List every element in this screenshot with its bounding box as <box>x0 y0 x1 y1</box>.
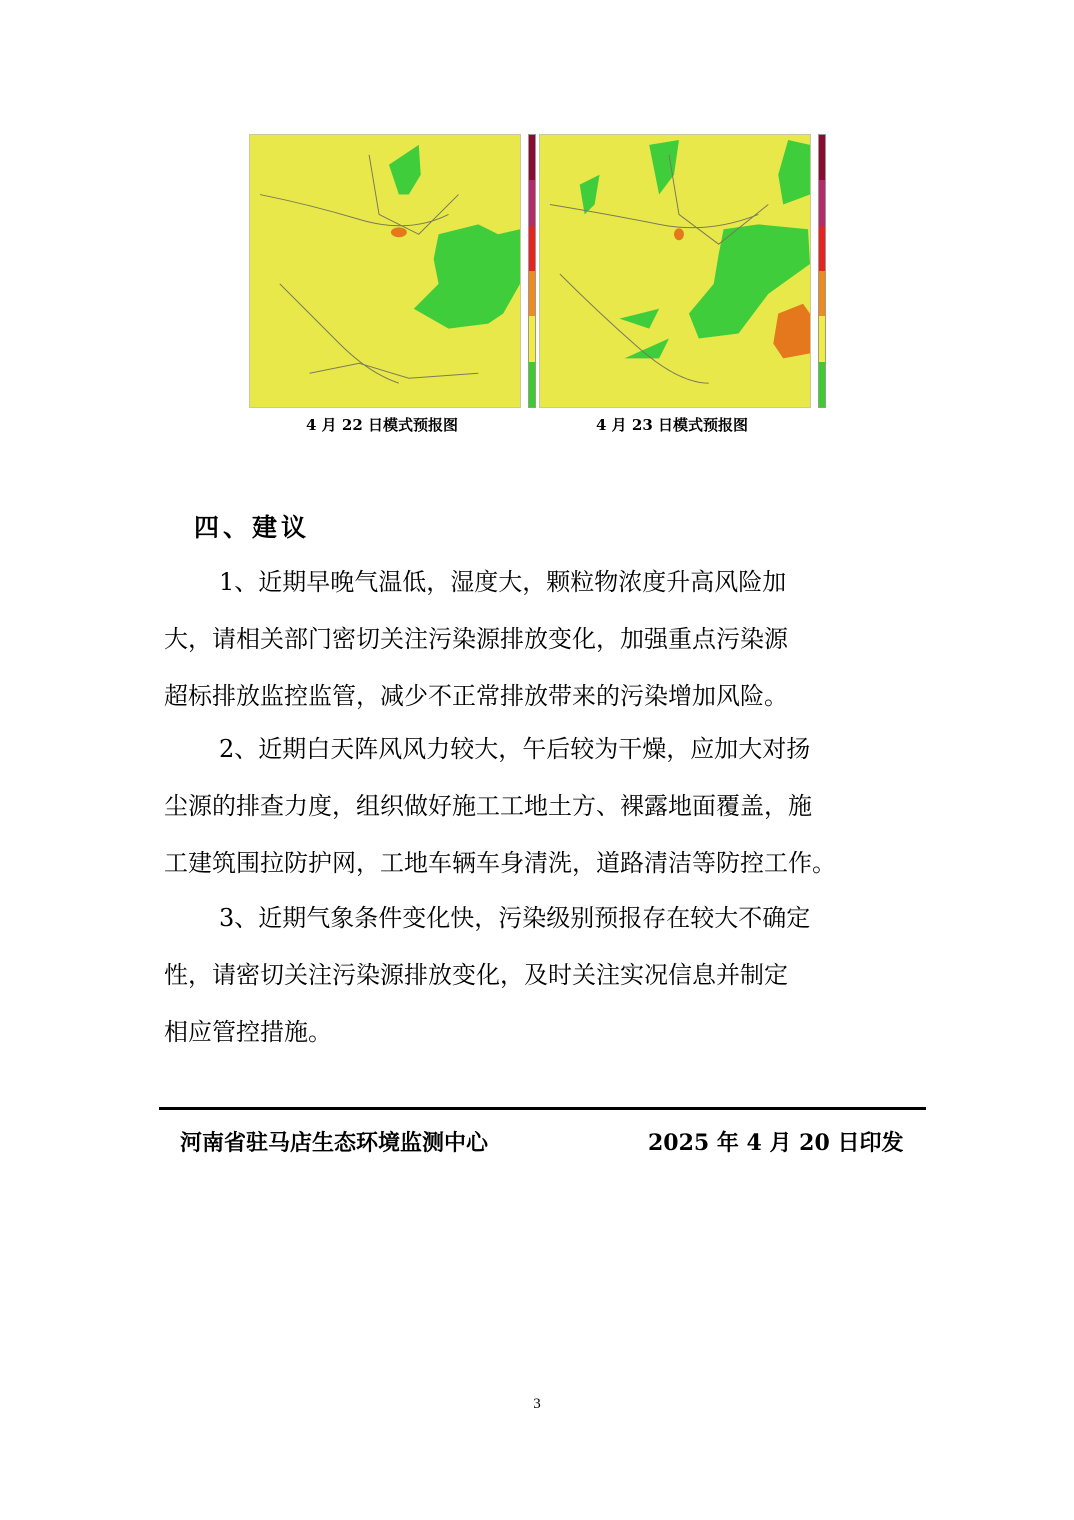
color-legend <box>818 134 826 408</box>
legend-swatch <box>529 180 535 225</box>
page-number: 3 <box>533 1396 541 1412</box>
figure-caption: 4 月 23 日模式预报图 <box>596 416 748 434</box>
paragraph <box>164 554 914 725</box>
legend-swatch <box>819 180 825 225</box>
text-line: 大，请相关部门密切关注污染源排放变化，加强重点污染源 <box>164 625 788 653</box>
legend-swatch <box>529 226 535 271</box>
legend-swatch <box>819 271 825 316</box>
legend-swatch <box>529 316 535 361</box>
footer-org: 河南省驻马店生态环境监测中心 <box>180 1130 489 1156</box>
footer-date: 2025 年 4 月 20 日印发 <box>648 1130 904 1156</box>
legend-swatch <box>819 135 825 180</box>
text-line: 3、近期气象条件变化快，污染级别预报存在较大不确定 <box>219 904 811 932</box>
footer-divider <box>159 1107 926 1110</box>
legend-swatch <box>529 271 535 316</box>
color-legend <box>528 134 536 408</box>
figure-caption: 4 月 22 日模式预报图 <box>306 416 458 434</box>
legend-swatch <box>529 362 535 407</box>
forecast-map-apr23 <box>539 134 811 408</box>
text-line: 性，请密切关注污染源排放变化，及时关注实况信息并制定 <box>164 961 788 989</box>
text-line: 相应管控措施。 <box>164 1018 332 1046</box>
section-heading: 四、建议 <box>194 513 311 542</box>
legend-swatch <box>529 135 535 180</box>
legend-swatch <box>819 226 825 271</box>
text-line: 2、近期白天阵风风力较大，午后较为干燥，应加大对扬 <box>219 735 811 763</box>
paragraph <box>164 721 914 892</box>
text-line: 1、近期早晚气温低，湿度大，颗粒物浓度升高风险加 <box>219 568 787 596</box>
legend-swatch <box>819 362 825 407</box>
text-line: 尘源的排查力度，组织做好施工工地土方、裸露地面覆盖，施 <box>164 792 812 820</box>
text-line: 超标排放监控监管，减少不正常排放带来的污染增加风险。 <box>164 682 788 710</box>
legend-swatch <box>819 316 825 361</box>
text-line: 工建筑围拉防护网，工地车辆车身清洗，道路清洁等防控工作。 <box>164 849 836 877</box>
paragraph <box>164 890 914 1061</box>
forecast-map-apr22 <box>249 134 521 408</box>
